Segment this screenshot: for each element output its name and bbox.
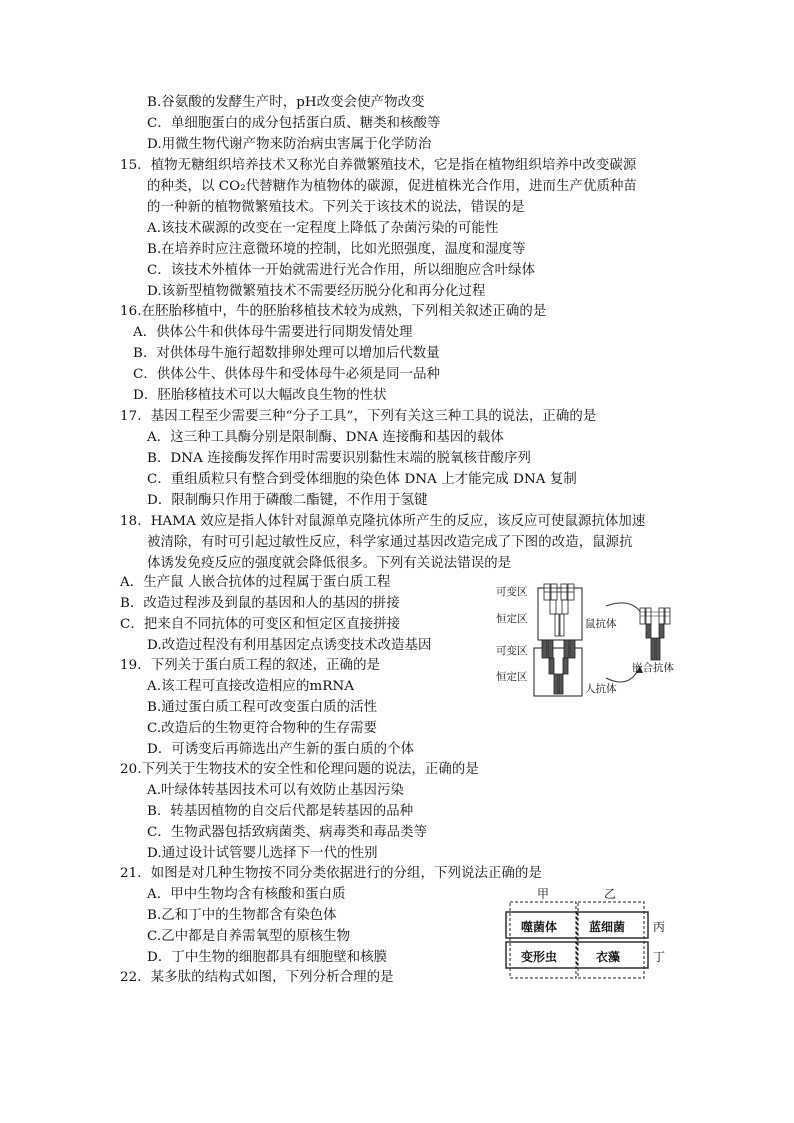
q15-stem-3: 的一种新的植物微繁殖技术。下列关于该技术的说法，错误的是 [147, 200, 525, 215]
q15-option-b: B.在培养时应注意微环境的控制，比如光照强度，温度和湿度等 [147, 242, 526, 257]
column-label-jia: 甲 [537, 887, 550, 901]
label-constant-region-top: 恒定区 [496, 613, 528, 625]
q18-option-c: C．把来自不同抗体的可变区和恒定区直接拼接 [120, 617, 401, 632]
q21-option-b: B.乙和丁中的生物都含有染色体 [147, 908, 337, 923]
q20-option-b: B．转基因植物的自交后代都是转基因的品种 [147, 804, 414, 819]
q16-option-d: D．胚胎移植技术可以大幅改良生物的性状 [133, 388, 387, 403]
cell-phage: 噬菌体 [521, 920, 558, 934]
q14-option-d: D.用微生物代谢产物来防治病虫害属于化学防治 [147, 137, 432, 152]
q16-option-a: A．供体公牛和供体母牛需要进行同期发情处理 [133, 325, 413, 340]
q20-option-a: A.叶绿体转基因技术可以有效防止基因污染 [147, 783, 404, 798]
q15-stem-1: 15．植物无糖组织培养技术又称光自养微繁殖技术，它是指在植物组织培养中改变碳源 [120, 158, 637, 173]
q17-option-c: C．重组质粒只有整合到受体细胞的染色体 DNA 上才能完成 DNA 复制 [147, 472, 577, 487]
q17-option-d: D．限制酶只作用于磷酸二酯键，不作用于氢键 [147, 493, 428, 508]
cell-algae: 衣藻 [596, 950, 621, 964]
chimeric-antibody-shape [640, 608, 670, 660]
q19-option-b: B.通过蛋白质工程可改变蛋白质的活性 [147, 700, 378, 715]
q21-option-a: A．甲中生物均含有核酸和蛋白质 [147, 887, 346, 902]
q22-stem: 22．某多肽的结构式如图，下列分析合理的是 [120, 970, 394, 985]
row-label-ding: 丁 [653, 950, 666, 964]
column-jia-box [510, 902, 576, 978]
q18-option-b: B．改造过程涉及到鼠的基因和人的基因的拼接 [120, 596, 400, 611]
cell-cyanobacteria: 蓝细菌 [589, 920, 626, 934]
q18-option-a: A．生产鼠 人嵌合抗体的过程属于蛋白质工程 [120, 575, 391, 590]
q17-option-b: B．DNA 连接酶发挥作用时需要识别黏性末端的脱氧核苷酸序列 [147, 451, 531, 466]
mouse-antibody-shape [544, 584, 574, 636]
q14-option-b: B.谷氨酸的发酵生产时，pH改变会使产物改变 [147, 95, 425, 110]
q16-option-b: B．对供体母牛施行超数排卵处理可以增加后代数量 [133, 346, 440, 361]
q20-option-d: D.通过设计试管婴儿选择下一代的性别 [147, 846, 378, 861]
q20-stem: 20.下列关于生物技术的安全性和伦理问题的说法，正确的是 [120, 762, 479, 777]
q21-stem: 21．如图是对几种生物按不同分类依据进行的分组，下列说法正确的是 [120, 866, 542, 881]
column-label-yi: 乙 [604, 887, 617, 901]
label-chimeric-antibody: 嵌合抗体 [632, 662, 674, 674]
q19-option-d: D．可诱变后再筛选出产生新的蛋白质的个体 [147, 742, 415, 757]
label-constant-region-bottom: 恒定区 [496, 671, 528, 683]
q16-option-c: C．供体公牛、供体母牛和受体母牛必须是同一品种 [133, 367, 441, 382]
label-variable-region-top: 可变区 [496, 586, 528, 598]
q19-option-c: C.改造后的生物更符合物种的生存需要 [147, 721, 378, 736]
q18-stem-1: 18．HAMA 效应是指人体针对鼠源单克隆抗体所产生的反应，该反应可使鼠源抗体加速 [120, 514, 646, 529]
label-variable-region-bottom: 可变区 [496, 645, 528, 657]
cell-amoeba: 变形虫 [521, 950, 558, 964]
q19-option-a: A.该工程可直接改造相应的mRNA [147, 679, 355, 694]
q15-stem-2: 的种类，以 CO₂代替糖作为植物体的碳源，促进植株光合作用，进而生产优质种苗 [147, 179, 637, 194]
label-mouse-antibody: 鼠抗体 [585, 618, 617, 630]
label-human-antibody: 人抗体 [585, 683, 617, 695]
q16-stem: 16.在胚胎移植中，牛的胚胎移植技术较为成熟，下列相关叙述正确的是 [120, 304, 547, 319]
q19-stem: 19．下列关于蛋白质工程的叙述，正确的是 [120, 658, 381, 673]
q15-option-d: D.该新型植物微繁殖技术不需要经历脱分化和再分化过程 [147, 284, 486, 299]
q14-option-c: C．单细胞蛋白的成分包括蛋白质、糖类和核酸等 [147, 116, 441, 131]
q18-option-d: D.改造过程没有利用基因定点诱变技术改造基因 [147, 638, 432, 653]
q20-option-c: C．生物武器包括致病菌类、病毒类和毒品类等 [147, 825, 428, 840]
q18-stem-3: 体诱发免疫反应的强度就会降低很多。下列有关说法错误的是 [147, 556, 512, 571]
row-label-bing: 丙 [653, 920, 666, 934]
q15-option-a: A.该技术碳源的改变在一定程度上降低了杂菌污染的可能性 [147, 221, 499, 236]
q17-option-a: A．这三种工具酶分别是限制酶、DNA 连接酶和基因的载体 [147, 430, 504, 445]
q21-option-d: D．丁中生物的细胞都具有细胞壁和核膜 [147, 950, 388, 965]
q17-stem: 17．基因工程至少需要三种“分子工具”，下列有关这三种工具的说法，正确的是 [120, 409, 597, 424]
column-yi-box [578, 902, 644, 978]
q21-option-c: C.乙中都是自养需氧型的原核生物 [147, 929, 351, 944]
q15-option-c: C．该技术外植体一开始就需进行光合作用，所以细胞应含叶绿体 [147, 263, 536, 278]
q18-stem-2: 被清除，有时可引起过敏性反应，科学家通过基因改造完成了下图的改造，鼠源抗 [147, 535, 633, 550]
